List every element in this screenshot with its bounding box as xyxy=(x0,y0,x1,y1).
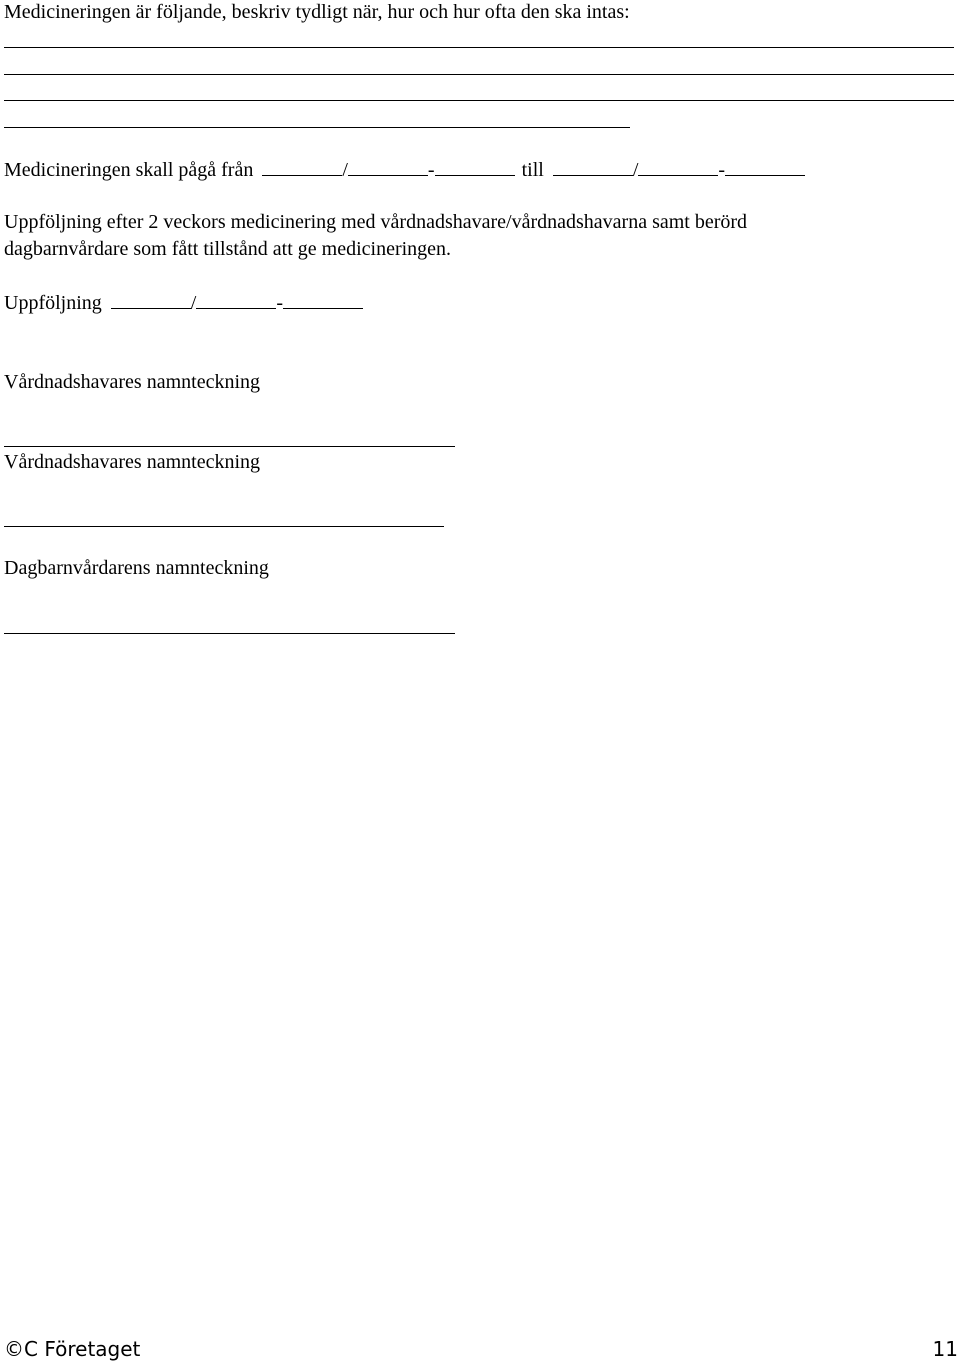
childminder-signature-label: Dagbarnvårdarens namnteckning xyxy=(4,557,269,579)
followup-description-line-1: Uppföljning efter 2 veckors medicinering med vårdnadshavare/vårdnadshavarna samt berörd xyxy=(4,211,748,233)
followup-row xyxy=(4,290,363,315)
followup-slash: / xyxy=(190,292,197,314)
end-day-blank[interactable] xyxy=(553,157,633,176)
duration-till: till xyxy=(521,159,544,181)
start-day-blank[interactable] xyxy=(262,157,342,176)
start-year-blank[interactable] xyxy=(435,157,515,176)
medication-line-2[interactable] xyxy=(4,74,954,75)
guardian-signature-label-1: Vårdnadshavares namnteckning xyxy=(4,371,261,393)
followup-label: Uppföljning xyxy=(4,292,102,314)
duration-row xyxy=(4,157,805,182)
guardian-signature-line-2[interactable] xyxy=(4,526,444,527)
end-slash: / xyxy=(632,159,639,181)
childminder-signature-line[interactable] xyxy=(4,633,455,634)
start-dash: - xyxy=(427,159,435,181)
page-number: 11 xyxy=(932,1337,958,1361)
medication-line-1[interactable] xyxy=(4,47,954,48)
guardian-signature-line-1[interactable] xyxy=(4,446,455,447)
end-year-blank[interactable] xyxy=(725,157,805,176)
followup-year-blank[interactable] xyxy=(283,290,363,309)
followup-month-blank[interactable] xyxy=(196,290,276,309)
start-slash: / xyxy=(342,159,348,181)
followup-description-line-2: dagbarnvårdare som fått tillstånd att ge medicineringen. xyxy=(4,238,452,260)
footer-company: ©C Företaget xyxy=(4,1337,141,1361)
medication-line-4[interactable] xyxy=(4,127,630,128)
end-dash: - xyxy=(718,159,726,181)
guardian-signature-label-2: Vårdnadshavares namnteckning xyxy=(4,451,261,473)
end-month-blank[interactable] xyxy=(638,157,718,176)
duration-label: Medicineringen skall pågå från xyxy=(4,159,254,181)
start-month-blank[interactable] xyxy=(348,157,428,176)
followup-day-blank[interactable] xyxy=(111,290,191,309)
medication-prompt: Medicineringen är följande, beskriv tydligt när, hur och hur ofta den ska intas: xyxy=(4,1,630,23)
followup-dash: - xyxy=(276,292,284,314)
medication-line-3[interactable] xyxy=(4,100,954,101)
